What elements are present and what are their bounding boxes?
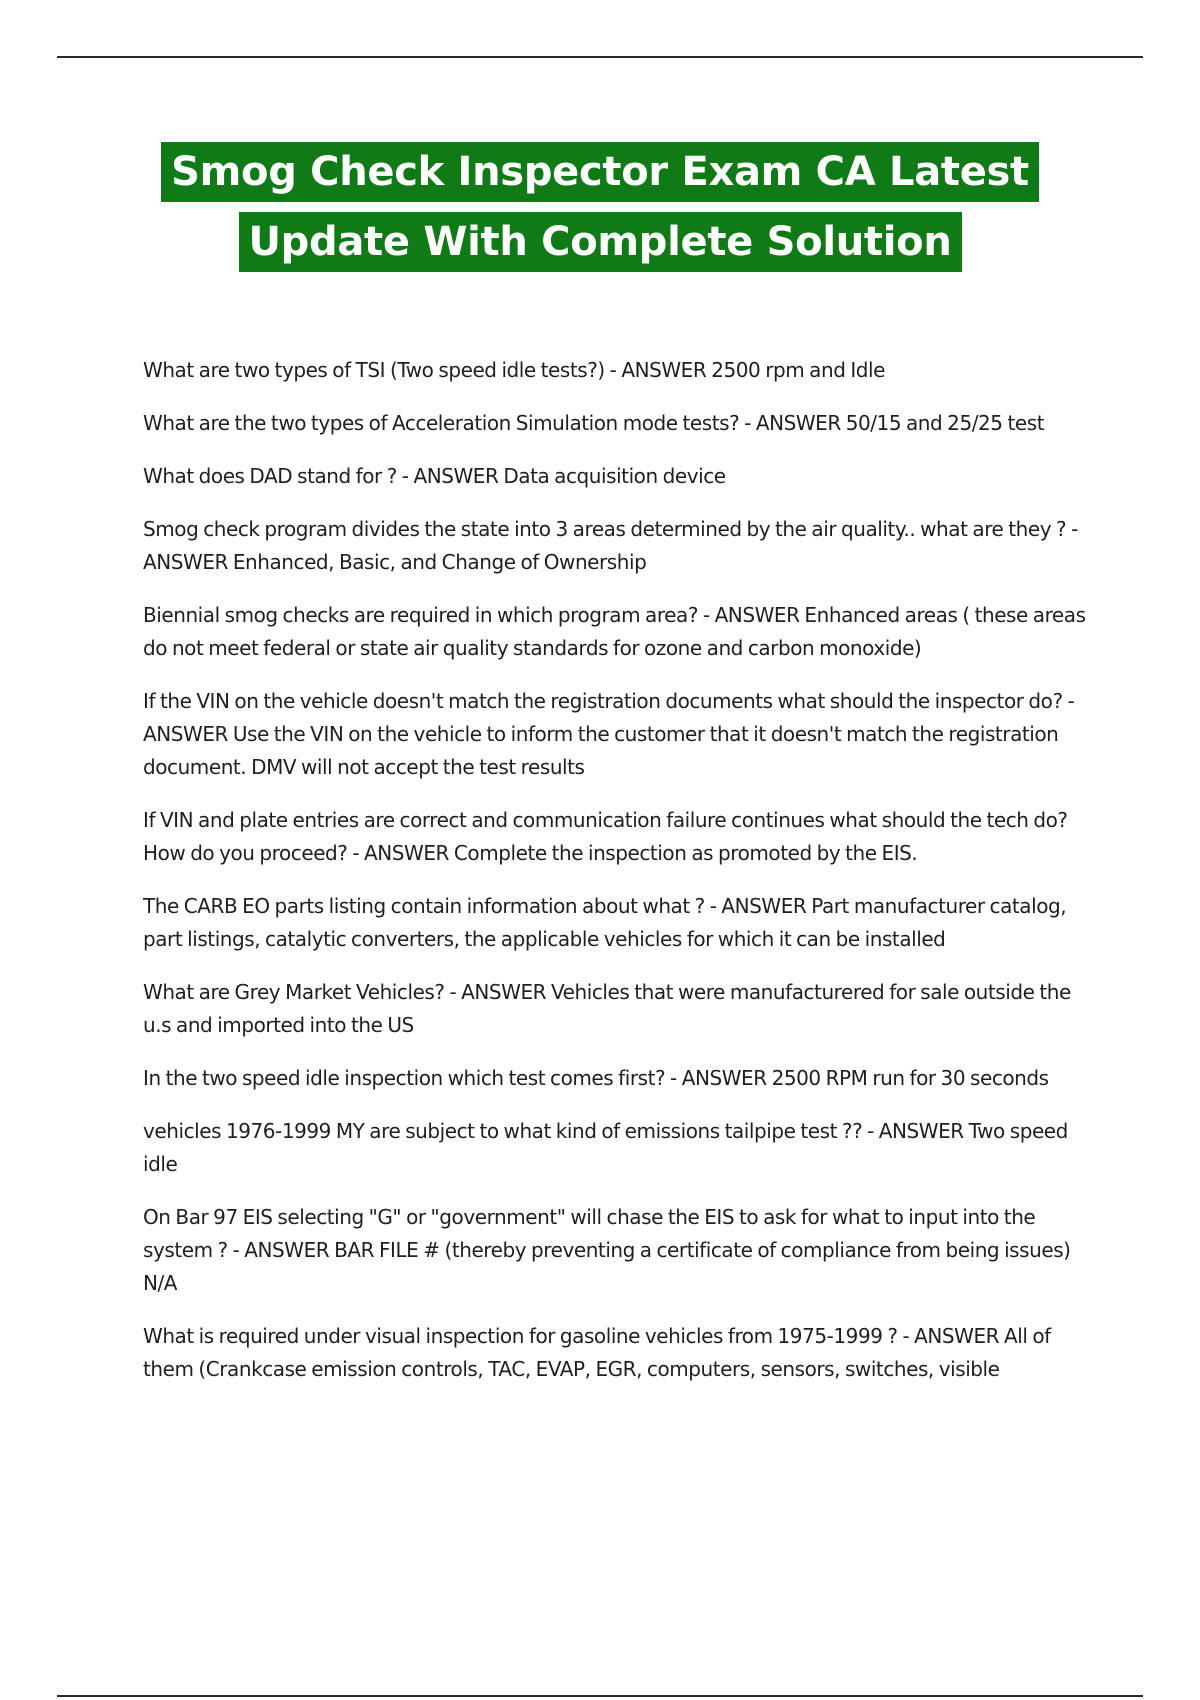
qa-item: vehicles 1976-1999 MY are subject to what kind of emissions tailpipe test ?? - ANSWER Two speed idle: [143, 1119, 1068, 1176]
qa-item: What are the two types of Acceleration Simulation mode tests? - ANSWER 50/15 and 25/25 test: [143, 411, 1045, 435]
qa-item: What are Grey Market Vehicles? - ANSWER Vehicles that were manufacturered for sale outside the u.s and imported into the US: [143, 980, 1071, 1037]
title-line-1: Smog Check Inspector Exam CA Latest: [161, 142, 1039, 202]
qa-item: What does DAD stand for ? - ANSWER Data acquisition device: [143, 464, 726, 488]
qa-item: Biennial smog checks are required in which program area? - ANSWER Enhanced areas ( these areas do not meet federal or state air quality standards for ozone and carbon monoxide): [143, 603, 1086, 660]
qa-item: What are two types of TSI (Two speed idle tests?) - ANSWER 2500 rpm and Idle: [143, 358, 886, 382]
qa-item: If the VIN on the vehicle doesn't match the registration documents what should the inspector do? - ANSWER Use the VIN on the vehicle to inform the customer that it doesn't match the registration document. DMV will not accept the test results: [143, 689, 1075, 779]
qa-item: If VIN and plate entries are correct and communication failure continues what should the tech do? How do you proceed? - ANSWER Complete the inspection as promoted by the EIS.: [143, 808, 1068, 865]
bottom-divider: [57, 1695, 1143, 1697]
qa-item: The CARB EO parts listing contain information about what ? - ANSWER Part manufacturer catalog, part listings, catalytic converters, the applicable vehicles for which it can be installed: [143, 894, 1067, 951]
qa-item: On Bar 97 EIS selecting "G" or "government" will chase the EIS to ask for what to input into the system ? - ANSWER BAR FILE # (thereby preventing a certificate of compliance from being issues) N/A: [143, 1205, 1071, 1295]
document-title: [0, 142, 1200, 272]
qa-item: Smog check program divides the state into 3 areas determined by the air quality.. what are they ? - ANSWER Enhanced, Basic, and Change of Ownership: [143, 517, 1078, 574]
qa-item: What is required under visual inspection for gasoline vehicles from 1975-1999 ? - ANSWER All of them (Crankcase emission controls, TAC, EVAP, EGR, computers, sensors, switches, visible: [143, 1324, 1051, 1381]
qa-item: In the two speed idle inspection which test comes first? - ANSWER 2500 RPM run for 30 seconds: [143, 1066, 1049, 1090]
top-divider: [57, 56, 1143, 58]
title-line-2: Update With Complete Solution: [239, 212, 962, 272]
qa-list: [143, 354, 1093, 1406]
